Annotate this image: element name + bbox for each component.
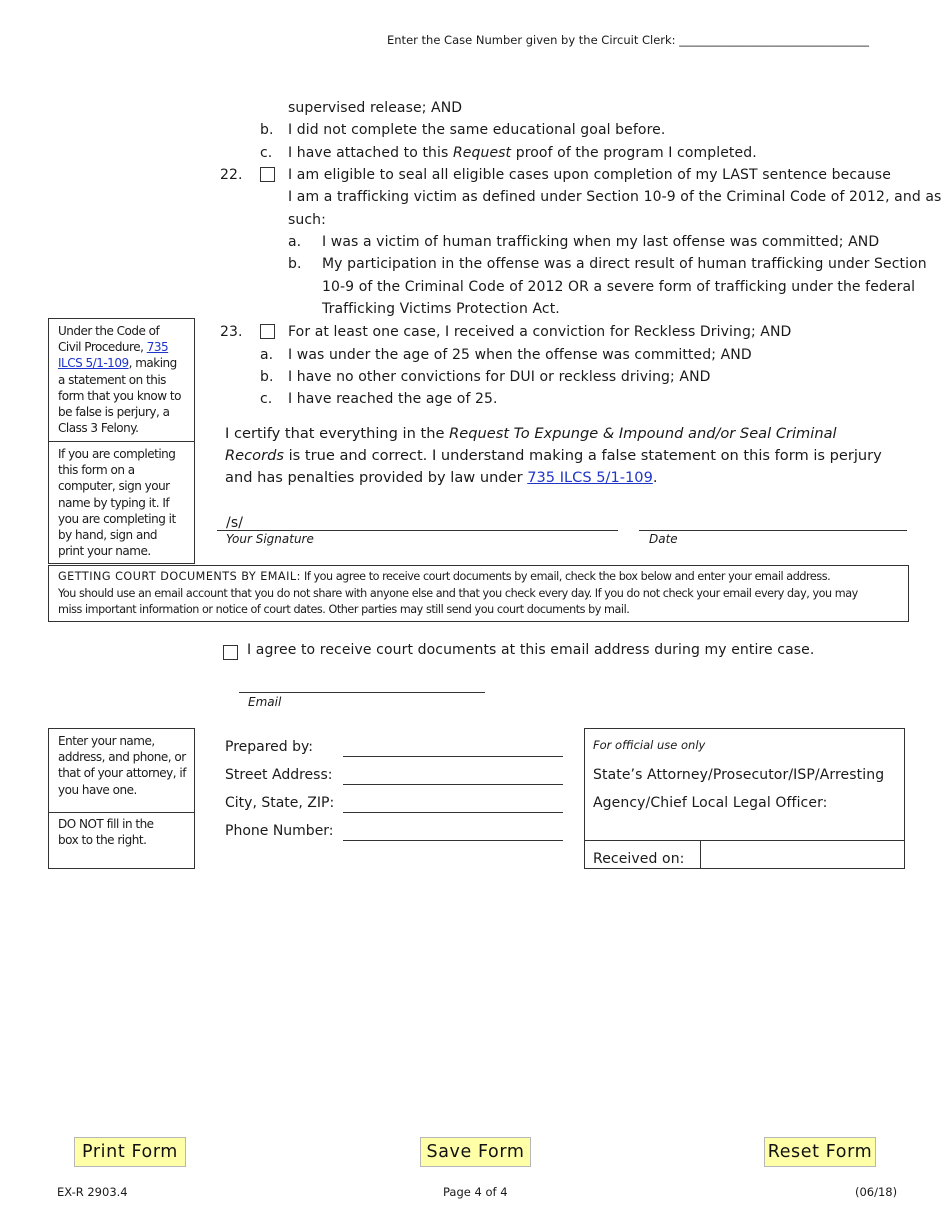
item22-line2: I am a trafficking victim as defined under Section 10-9 of the Criminal Code of 2012, and as <box>288 189 942 205</box>
street-address-label: Street Address: <box>225 767 333 783</box>
official-use-heading: For official use only <box>593 738 706 752</box>
city-state-zip-input[interactable] <box>343 812 563 813</box>
email-label: Email <box>248 695 282 709</box>
received-on-label: Received on: <box>593 851 685 867</box>
email-consent-checkbox[interactable] <box>223 645 238 660</box>
item23-c-text: I have reached the age of 25. <box>288 391 498 407</box>
email-consent-label: I agree to receive court documents at this email address during my entire case. <box>247 642 815 658</box>
item22-b-line1: My participation in the offense was a direct result of human trafficking under Section <box>322 256 927 272</box>
do-not-fill-note: DO NOT fill in the box to the right. <box>58 817 154 848</box>
item21-continuation: supervised release; AND <box>288 100 463 116</box>
signature-input[interactable]: /s/ <box>226 515 244 531</box>
phone-number-label: Phone Number: <box>225 823 334 839</box>
phone-number-input[interactable] <box>343 840 563 841</box>
prepared-by-input[interactable] <box>343 756 563 757</box>
received-on-field <box>701 841 904 868</box>
form-id: EX-R 2903.4 <box>57 1185 128 1199</box>
certify-line3: and has penalties provided by law under 735 ILCS 5/1-109. <box>225 469 658 486</box>
reset-form-button[interactable]: Reset Form <box>764 1137 876 1167</box>
certify-line1: I certify that everything in the Request To Expunge & Impound and/or Seal Criminal <box>225 425 837 442</box>
form-revision-date: (06/18) <box>855 1185 898 1199</box>
item22-line1: I am eligible to seal all eligible cases upon completion of my LAST sentence because <box>288 167 891 183</box>
case-number-label: Enter the Case Number given by the Circuit Clerk: _________________________________ <box>387 33 869 47</box>
item22-a-text: I was a victim of human trafficking when my last offense was committed; AND <box>322 234 880 250</box>
print-form-button[interactable]: Print Form <box>74 1137 186 1167</box>
email-notice-text: GETTING COURT DOCUMENTS BY EMAIL: If you agree to receive court documents by email, check the box below and enter your email address. You should use an email account that you do not share with anyone else and that you check every day. If you do not check your email every day, you may miss important information or notice of court dates. Other parties may still send you court documents by mail. <box>58 570 858 616</box>
perjury-note: Under the Code of Civil Procedure, 735 ILCS 5/1-109, making a statement on this form that you know to be false is perjury, a Class 3 Felony. <box>58 324 181 436</box>
date-input[interactable] <box>639 530 907 531</box>
signing-note: If you are completing this form on a computer, sign your name by typing it. If you are completing it by hand, sign and print your name. <box>58 447 176 559</box>
item21-b-text: I did not complete the same educational goal before. <box>288 122 666 138</box>
item22-line3: such: <box>288 212 326 228</box>
name-address-note: Enter your name, address, and phone, or that of your attorney, if you have one. <box>58 734 186 797</box>
item23-c-letter: c. <box>260 391 273 407</box>
item23-a-text: I was under the age of 25 when the offense was committed; AND <box>288 347 752 363</box>
item23-number: 23. <box>220 324 243 340</box>
date-label: Date <box>649 532 678 546</box>
signature-label: Your Signature <box>226 532 314 546</box>
city-state-zip-label: City, State, ZIP: <box>225 795 335 811</box>
email-input[interactable] <box>239 692 485 693</box>
perjury-link-735[interactable]: 735 <box>146 340 169 355</box>
item23-a-letter: a. <box>260 347 274 363</box>
item22-b-letter: b. <box>288 256 302 272</box>
item22-b-line3: Trafficking Victims Protection Act. <box>322 301 560 317</box>
item22-number: 22. <box>220 167 243 183</box>
signature-line <box>217 530 618 531</box>
item23-text: For at least one case, I received a conviction for Reckless Driving; AND <box>288 324 792 340</box>
certify-statute-link[interactable]: 735 ILCS 5/1-109 <box>527 469 653 486</box>
save-form-button[interactable]: Save Form <box>420 1137 531 1167</box>
item22-checkbox[interactable] <box>260 167 275 182</box>
item21-b-letter: b. <box>260 122 274 138</box>
item21-c-text: I have attached to this Request proof of the program I completed. <box>288 145 757 161</box>
official-use-line2: Agency/Chief Local Legal Officer: <box>593 795 828 811</box>
item21-c-letter: c. <box>260 145 273 161</box>
page-number: Page 4 of 4 <box>443 1185 508 1199</box>
street-address-input[interactable] <box>343 784 563 785</box>
certify-line2: Records is true and correct. I understand making a false statement on this form is perjury <box>225 447 882 464</box>
prepared-by-label: Prepared by: <box>225 739 313 755</box>
item22-a-letter: a. <box>288 234 302 250</box>
item23-b-letter: b. <box>260 369 274 385</box>
perjury-link-ilcs[interactable]: ILCS 5/1-109 <box>58 356 129 371</box>
case-number-field[interactable]: _________________________________ <box>679 33 869 47</box>
item22-b-line2: 10-9 of the Criminal Code of 2012 OR a severe form of trafficking under the federal <box>322 279 916 295</box>
official-use-line1: State’s Attorney/Prosecutor/ISP/Arresting <box>593 767 885 783</box>
item23-checkbox[interactable] <box>260 324 275 339</box>
item23-b-text: I have no other convictions for DUI or reckless driving; AND <box>288 369 711 385</box>
